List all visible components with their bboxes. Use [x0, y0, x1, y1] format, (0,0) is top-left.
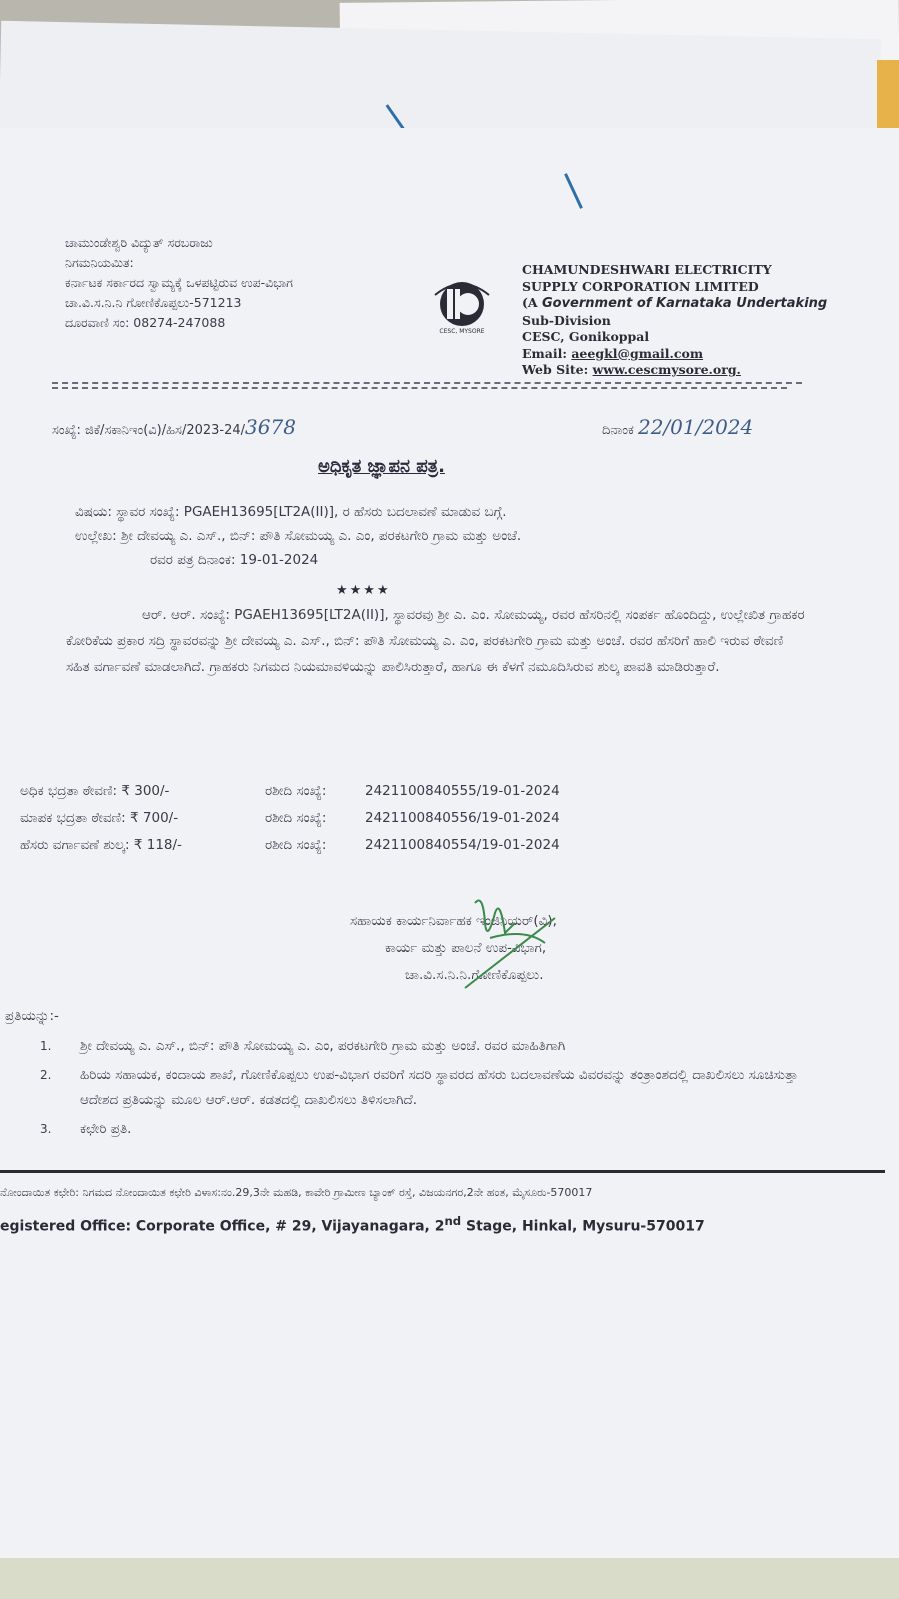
- copies-list: [40, 1034, 820, 1146]
- fees-list: [20, 778, 560, 859]
- body-paragraph: ಆರ್. ಆರ್. ಸಂಖ್ಯೆ: PGAEH13695[LT2A(II)], ಸ್ಥಾವರವು ಶ್ರೀ ಎ. ಎಂ. ಸೋಮಯ್ಯ, ರವರ ಹೆಸರಿನಲ್ಲಿ ಸಂಪರ್ಕ ಹೊಂದಿದ್ದು, ಉಲ್ಲೇಖಿತ ಗ್ರಾಹಕರ ಕೋರಿಕೆಯ ಪ್ರಕಾರ ಸದ್ರಿ ಸ್ಥಾವರವನ್ನು ಶ್ರೀ ದೇವಯ್ಯ ಎ. ಎಸ್., ಬಿನ್: ಪೌತಿ ಸೋಮಯ್ಯ ಎ. ಎಂ, ಪರಕಟಗೇರಿ ಗ್ರಾಮ ಮತ್ತು ಅಂಚೆ. ರವರ ಹೆಸರಿಗೆ ಹಾಲಿ ಇರುವ ಠೇವಣಿ ಸಹಿತ ವರ್ಗಾವಣೆ ಮಾಡಲಾಗಿದೆ. ಗ್ರಾಹಕರು ನಿಗಮದ ನಿಯಮಾವಳಿಯನ್ನು ಪಾಲಿಸಿರುತ್ತಾರೆ, ಹಾಗೂ ಈ ಕೆಳಗೆ ನಮೂದಿಸಿರುವ ಶುಲ್ಕ ಪಾವತಿ ಮಾಡಿರುತ್ತಾರೆ.: [66, 607, 805, 675]
- letterhead-line: ನಿಗಮನಿಯಮಿತ:: [65, 255, 134, 270]
- reference-number: ಸಂಖ್ಯೆ: ಜಿಕೆ/ಸಕಾನಿಇಂ(ವಿ)/ಹಿಸ/2023-24/3678: [52, 415, 296, 439]
- subject-block: [75, 500, 521, 572]
- letterhead-line: CESC, Gonikoppal: [522, 329, 650, 344]
- document-page: [0, 128, 899, 1558]
- footer-kannada-address: ನೋಂದಾಯಿತ ಕಛೇರಿ: ನಿಗಮದ ನೋಂದಾಯಿತ ಕಛೇರಿ ವಿಳಾಸ:ನಂ.29,3ನೇ ಮಹಡಿ, ಕಾವೇರಿ ಗ್ರಾಮೀಣ ಬ್ಯಾಂಕ್ ರಸ್ತೆ, ವಿಜಯನಗರ,2ನೇ ಹಂತ, ಮೈಸೂರು-570017: [0, 1186, 593, 1199]
- letterhead-line: CHAMUNDESHWARI ELECTRICITY: [522, 262, 772, 277]
- email-line: Email: aeegkl@gmail.com: [522, 345, 704, 361]
- gov-undertaking: Government of Karnataka Undertaking: [541, 296, 828, 311]
- fee-row: ಮಾಪಕ ಭದ್ರತಾ ಠೇವಣಿ: ₹ 700/- ರಶೀದಿ ಸಂಖ್ಯೆ: 2421100840556/19-01-2024: [20, 810, 560, 826]
- separator-stars: ★★★★: [336, 583, 391, 598]
- website-line: Web Site: www.cescmysore.org.: [522, 362, 741, 377]
- letterhead-line: SUPPLY CORPORATION LIMITED: [522, 278, 759, 294]
- cesc-logo-icon: [427, 273, 497, 335]
- pen-mark: [564, 173, 583, 209]
- fee-row: ಅಧಿಕ ಭದ್ರತಾ ಠೇವಣಿ: ₹ 300/- ರಶೀದಿ ಸಂಖ್ಯೆ: 2421100840555/19-01-2024: [20, 783, 560, 799]
- subject-line: ವಿಷಯ: ಸ್ಥಾವರ ಸಂಖ್ಯೆ: PGAEH13695[LT2A(II)], ರ ಹೆಸರು ಬದಲಾವಣೆ ಮಾಡುವ ಬಗ್ಗೆ.: [75, 504, 507, 520]
- letterhead-line: ದೂರವಾಣಿ ಸಂ: 08274-247088: [65, 315, 226, 330]
- svg-text:CESC, MYSORE: CESC, MYSORE: [439, 328, 485, 335]
- letterhead-line: Sub-Division: [522, 312, 611, 328]
- letterhead-line: ಕರ್ನಾಟಕ ಸರ್ಕಾರದ ಸ್ವಾಮ್ಯಕ್ಕೆ ಒಳಪಟ್ಟಿರುವ ಉಪ-ವಿಭಾಗ: [65, 275, 293, 290]
- fee-row: ಹೆಸರು ವರ್ಗಾವಣೆ ಶುಲ್ಕ: ₹ 118/- ರಶೀದಿ ಸಂಖ್ಯೆ: 2421100840554/19-01-2024: [20, 837, 560, 853]
- website-link[interactable]: www.cescmysore.org.: [592, 362, 741, 377]
- header-divider: [52, 387, 787, 389]
- letterhead-line: ಚಾಮುಂಡೇಶ್ವರಿ ವಿದ್ಯುತ್ ಸರಬರಾಜು: [65, 235, 213, 250]
- footer-divider: [0, 1170, 885, 1173]
- email-link[interactable]: aeegkl@gmail.com: [571, 345, 704, 361]
- letterhead-line: ಚಾ.ವಿ.ಸ.ನಿ.ನಿ ಗೋಣಿಕೊಪ್ಪಲು-571213: [65, 295, 242, 310]
- reference-date-line: ರವರ ಪತ್ರ ದಿನಾಂಕ: 19-01-2024: [150, 552, 319, 568]
- kannada-letterhead: [65, 233, 293, 333]
- list-item: 3. ಕಛೇರಿ ಪ್ರತಿ.: [40, 1121, 132, 1137]
- list-item: 1. ಶ್ರೀ ದೇವಯ್ಯ ಎ. ಎಸ್., ಬಿನ್: ಪೌತಿ ಸೋಮಯ್ಯ ಎ. ಎಂ, ಪರಕಟಗೇರಿ ಗ್ರಾಮ ಮತ್ತು ಅಂಚೆ. ರವರ ಮಾಹಿತಿಗಾಗಿ: [40, 1038, 566, 1054]
- english-letterhead: [522, 262, 827, 379]
- document-date: ದಿನಾಂಕ 22/01/2024: [602, 415, 754, 439]
- signatory-title: ಸಹಾಯಕ ಕಾರ್ಯನಿರ್ವಾಹಕ ಇಂಜಿನಿಯರ್(ವಿ),: [350, 913, 557, 929]
- copies-heading: ಪ್ರತಿಯನ್ನು:-: [5, 1008, 59, 1024]
- header-divider: [52, 382, 802, 384]
- handwritten-signature: [455, 893, 565, 993]
- signatory-office: ಚಾ.ವಿ.ಸ.ನಿ.ನಿ.ಗೋಣಿಕೊಪ್ಪಲು.: [405, 967, 544, 983]
- handwritten-date: 22/01/2024: [637, 415, 754, 439]
- signatory-dept: ಕಾರ್ಯ ಮತ್ತು ಪಾಲನೆ ಉಪ-ವಿಭಾಗ,: [385, 940, 547, 956]
- letterhead-line: (A Government of Karnataka Undertaking: [522, 295, 828, 311]
- handwritten-ref-number: 3678: [245, 415, 296, 439]
- reference-line: ಉಲ್ಲೇಖ: ಶ್ರೀ ದೇವಯ್ಯ ಎ. ಎಸ್., ಬಿನ್: ಪೌತಿ ಸೋಮಯ್ಯ ಎ. ಎಂ, ಪರಕಟಗೇರಿ ಗ್ರಾಮ ಮತ್ತು ಅಂಚೆ.: [75, 528, 522, 544]
- document-title: ಅಧಿಕೃತ ಜ್ಞಾಪನ ಪತ್ರ.: [318, 456, 445, 477]
- list-item: 2. ಹಿರಿಯ ಸಹಾಯಕ, ಕಂದಾಯ ಶಾಖೆ, ಗೋಣಿಕೊಪ್ಪಲು ಉಪ-ವಿಭಾಗ ರವರಿಗೆ ಸದರಿ ಸ್ಥಾವರದ ಹೆಸರು ಬದಲಾವಣೆಯ ವಿವರವನ್ನು ತಂತ್ರಾಂಶದಲ್ಲಿ ದಾಖಲಿಸಲು ಸೂಚಿಸುತ್ತಾ ಆದೇಶದ ಪ್ರತಿಯನ್ನು ಮೂಲ ಆರ್.ಆರ್. ಕಡತದಲ್ಲಿ ದಾಖಲಿಸಲು ತಿಳಿಸಲಾಗಿದೆ.: [40, 1067, 799, 1108]
- footer-english-address: egistered Office: Corporate Office, # 29, Vijayanagara, 2nd Stage, Hinkal, Mysuru-570017: [0, 1214, 705, 1235]
